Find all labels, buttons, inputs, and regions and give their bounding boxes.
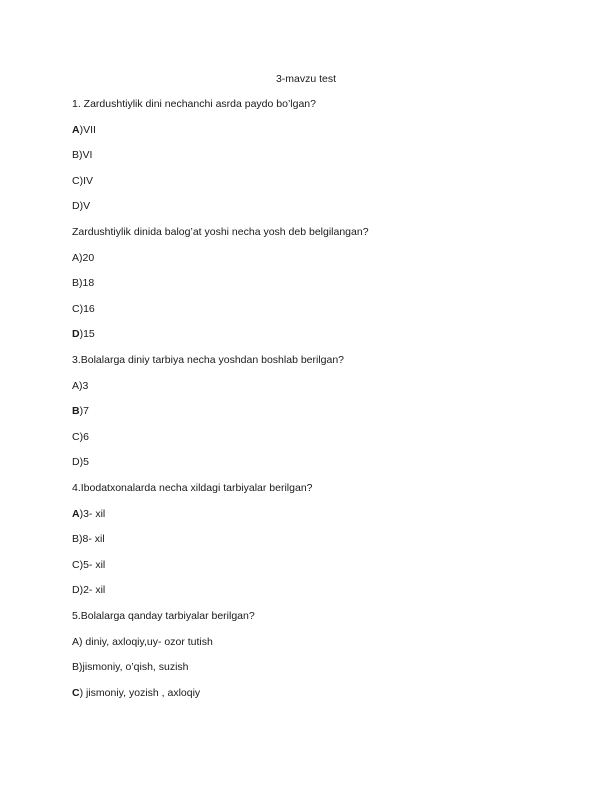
option-text: ) diniy, axloqiy,uy- ozor tutish (79, 635, 213, 648)
document-title: 3-mavzu test (275, 73, 337, 85)
question-text (72, 482, 313, 495)
answer-option (72, 431, 89, 444)
question-text (72, 226, 369, 239)
option-text: )7 (79, 405, 89, 418)
answer-option (72, 508, 105, 521)
option-letter: B (72, 661, 80, 674)
question-label: 4.Ibodatxonalarda necha xildagi tarbiyalar berilgan? (72, 482, 313, 494)
answer-option (72, 456, 89, 469)
option-text: )20 (79, 251, 95, 264)
question-text (72, 354, 344, 367)
option-letter: B (72, 149, 80, 162)
answer-option (72, 380, 88, 393)
question-label: Zardushtiylik dinida balog’at yoshi necha yosh deb belgilangan? (72, 226, 369, 238)
option-letter: B (72, 277, 80, 290)
option-text: )15 (79, 328, 95, 341)
answer-option (72, 636, 213, 649)
option-letter: B (72, 405, 80, 418)
answer-option (72, 303, 95, 316)
option-text: )5- xil (79, 558, 106, 571)
question-text (72, 610, 255, 623)
option-text: )jismoniy, o’qish, suzish (79, 661, 189, 674)
option-text: )18 (79, 277, 95, 290)
option-text: )16 (79, 302, 95, 315)
option-text: )VII (79, 123, 96, 136)
option-text: )2- xil (79, 584, 106, 597)
option-text: )IV (79, 174, 94, 187)
option-text: ) jismoniy, yozish , axloqiy (79, 686, 201, 699)
answer-option (72, 149, 92, 162)
option-letter: C (72, 302, 80, 315)
answer-option (72, 405, 89, 418)
answer-option (72, 252, 94, 265)
option-letter: A (72, 507, 80, 520)
answer-option (72, 533, 105, 546)
answer-option (72, 559, 105, 572)
option-letter: C (72, 558, 80, 571)
option-letter: D (72, 456, 80, 469)
option-letter: C (72, 430, 80, 443)
answer-option (72, 200, 90, 213)
option-letter: A (72, 251, 80, 264)
answer-option (72, 277, 94, 290)
option-text: )3 (79, 379, 89, 392)
answer-option (72, 661, 189, 674)
question-text (72, 98, 316, 111)
answer-option (72, 175, 93, 188)
option-letter: A (72, 123, 80, 136)
answer-option (72, 124, 96, 137)
answer-option (72, 328, 95, 341)
question-label: 1. Zardushtiylik dini nechanchi asrda paydo bo’lgan? (72, 98, 316, 110)
option-text: )3- xil (79, 507, 106, 520)
option-letter: D (72, 328, 80, 341)
option-letter: A (72, 379, 80, 392)
option-letter: B (72, 533, 80, 546)
question-label: 3.Bolalarga diniy tarbiya necha yoshdan boshlab berilgan? (72, 354, 345, 366)
option-letter: C (72, 686, 80, 699)
option-letter: C (72, 174, 80, 187)
option-letter: D (72, 584, 80, 597)
option-text: )VI (79, 149, 93, 162)
option-text: )V (79, 200, 91, 213)
option-text: )8- xil (79, 533, 105, 546)
option-text: )6 (79, 430, 89, 443)
answer-option (72, 687, 200, 700)
option-letter: D (72, 200, 80, 213)
option-text: )5 (79, 456, 89, 469)
question-label: 5.Bolalarga qanday tarbiyalar berilgan? (72, 610, 255, 622)
answer-option (72, 584, 105, 597)
option-letter: A (72, 635, 80, 648)
